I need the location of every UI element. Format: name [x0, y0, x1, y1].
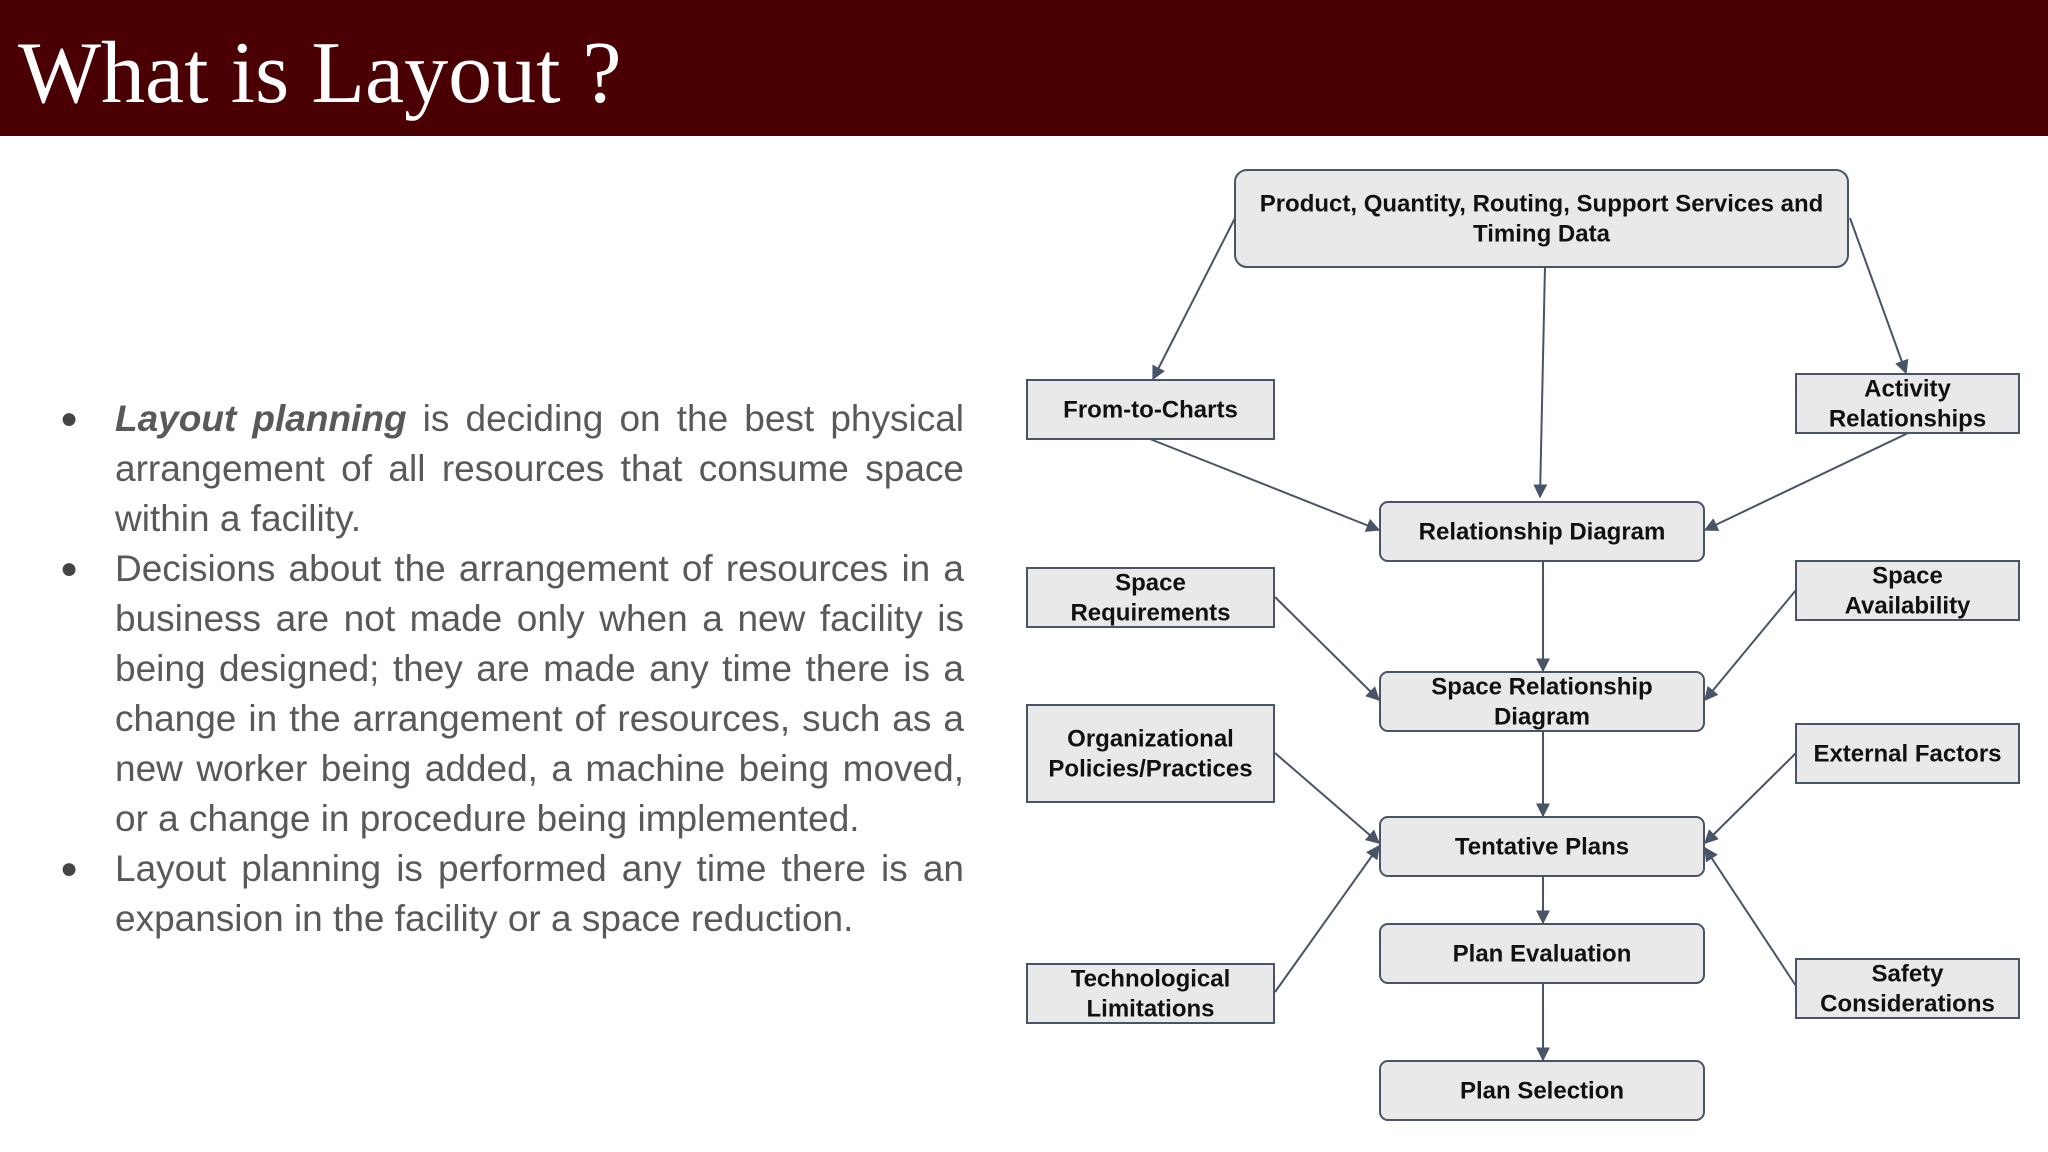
bullet-text: Decisions about the arrangement of resources in a business are not made only when a new facility is being designed; they are made any time there is a change in the arrangement of resources, such as a new worker being added, a machine being moved, or a change in procedure being implemented. [115, 548, 964, 839]
node-external-factors [1796, 724, 2019, 783]
node-label-space-requirements: Requirements [1070, 599, 1231, 627]
node-label-space-relationship-diagram: Diagram [1493, 703, 1591, 731]
node-label-activity-relationships: Relationships [1828, 405, 1987, 433]
node-label-external-factors: External Factors [1813, 740, 2002, 768]
node-label-space-availability: Space [1872, 562, 1943, 590]
node-label-technological-limitations: Technological [1070, 965, 1231, 993]
node-label-input-data: Timing Data [1473, 220, 1610, 248]
arrow-external-factors-to-tentative-plans [1705, 753, 1796, 843]
bullet-text: is deciding on the best physical arrangement of all resources that consume space within a facility. [115, 398, 964, 539]
node-label-technological-limitations: Limitations [1086, 995, 1215, 1023]
node-label-input-data: Product, Quantity, Routing, Support Services and [1259, 190, 1824, 218]
bullet-text: Layout planning is performed any time there is an expansion in the facility or a space reduction. [115, 848, 964, 939]
node-space-relationship-diagram [1380, 672, 1704, 731]
bullet-dot: ● [60, 852, 79, 885]
bullet-dot: ● [60, 402, 79, 435]
node-label-organizational-policies: Organizational [1067, 725, 1234, 753]
node-label-safety-considerations: Safety [1871, 960, 1944, 988]
node-label-safety-considerations: Considerations [1820, 990, 1995, 1018]
arrow-input-data-to-from-to-charts [1153, 218, 1235, 379]
node-label-space-requirements: Space [1115, 569, 1186, 597]
node-label-from-to-charts: From-to-Charts [1063, 396, 1238, 424]
node-box-organizational-policies [1027, 705, 1274, 802]
node-activity-relationships [1796, 374, 2019, 433]
bullet-dot: ● [60, 552, 79, 585]
node-from-to-charts [1027, 380, 1274, 439]
node-relationship-diagram [1380, 502, 1704, 561]
arrow-space-availability-to-space-relationship-diagram [1705, 590, 1796, 700]
node-label-activity-relationships: Activity [1864, 375, 1951, 403]
arrow-safety-considerations-to-tentative-plans [1705, 848, 1796, 986]
node-label-space-relationship-diagram: Space Relationship [1431, 673, 1653, 701]
node-organizational-policies [1027, 705, 1274, 802]
node-space-requirements [1027, 568, 1274, 627]
node-label-relationship-diagram: Relationship Diagram [1418, 518, 1666, 546]
node-plan-evaluation [1380, 924, 1704, 983]
node-plan-selection [1380, 1061, 1704, 1120]
slide-title: What is Layout ? [18, 25, 622, 122]
node-tentative-plans [1380, 817, 1704, 876]
node-space-availability [1796, 561, 2019, 620]
arrow-from-to-charts-to-relationship-diagram [1150, 439, 1379, 530]
arrow-input-data-to-relationship-diagram [1540, 266, 1545, 497]
arrow-space-requirements-to-space-relationship-diagram [1275, 597, 1379, 700]
node-safety-considerations [1796, 959, 2019, 1018]
arrow-organizational-policies-to-tentative-plans [1275, 753, 1379, 843]
node-label-organizational-policies: Policies/Practices [1048, 755, 1253, 783]
node-input-data [1235, 170, 1848, 267]
node-label-plan-selection: Plan Selection [1459, 1077, 1625, 1105]
node-box-input-data [1235, 170, 1848, 267]
arrow-input-data-to-activity-relationships [1850, 218, 1906, 373]
bullet-emphasis: Layout planning [115, 398, 407, 439]
flowchart-boxes [1027, 170, 2019, 1120]
node-label-plan-evaluation: Plan Evaluation [1452, 940, 1632, 968]
node-technological-limitations [1027, 964, 1274, 1023]
node-label-space-availability: Availability [1844, 592, 1971, 620]
node-label-tentative-plans: Tentative Plans [1454, 833, 1630, 861]
arrow-technological-limitations-to-tentative-plans [1275, 846, 1379, 992]
arrow-activity-relationships-to-relationship-diagram [1705, 433, 1908, 530]
